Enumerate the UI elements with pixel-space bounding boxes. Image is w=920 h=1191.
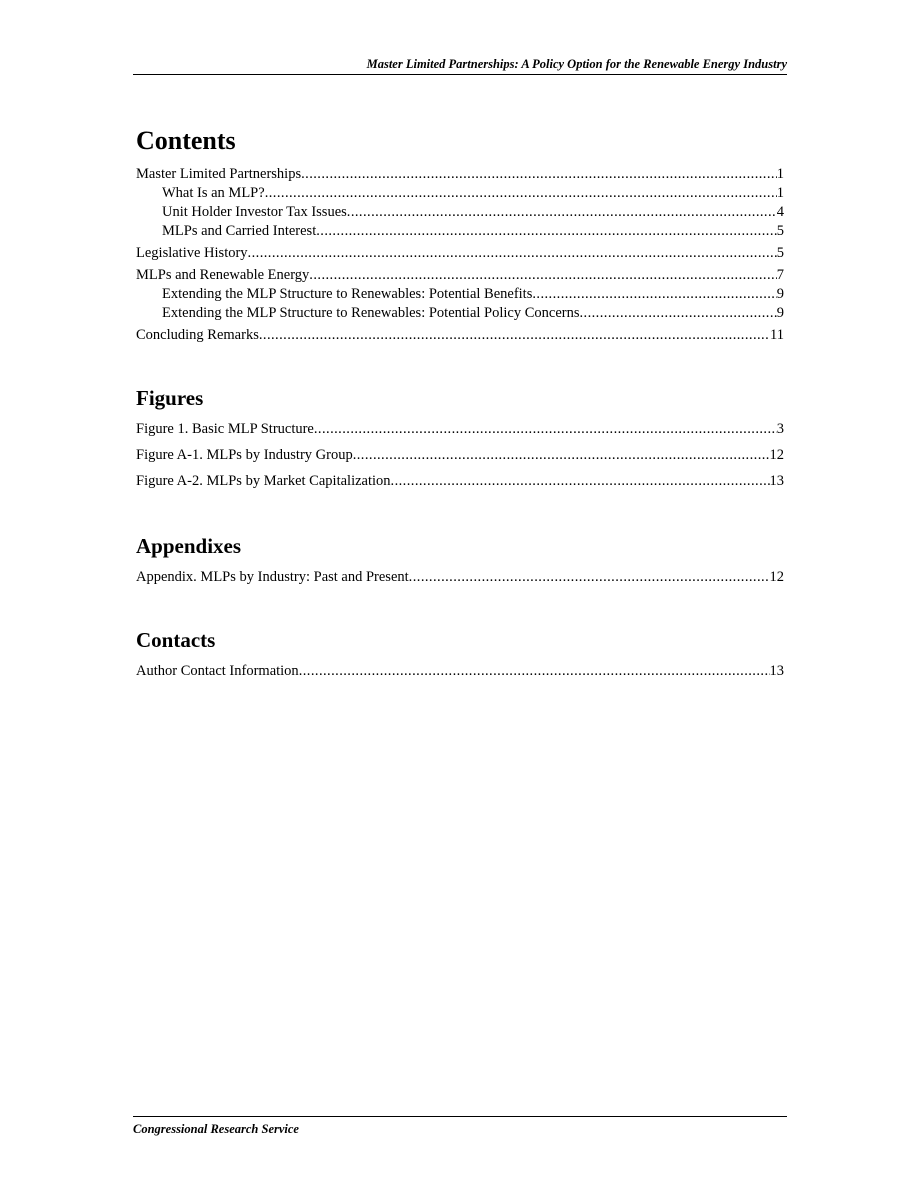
toc-entry-label: What Is an MLP? (162, 185, 265, 201)
toc-entry-page: 9 (776, 305, 784, 321)
toc-entry-label: Figure A-2. MLPs by Market Capitalization (136, 473, 391, 489)
dot-leader (347, 203, 777, 221)
toc-entry-label: Figure A-1. MLPs by Industry Group (136, 447, 353, 463)
figures-heading: Figures (136, 386, 204, 410)
toc-entry-label: Unit Holder Investor Tax Issues (162, 204, 347, 220)
figures-section (136, 384, 784, 490)
figures-list (136, 420, 784, 490)
toc-entry-page: 4 (776, 204, 784, 220)
toc-entry-page: 1 (776, 166, 784, 182)
toc-entry-page: 13 (769, 663, 784, 679)
toc-entry[interactable] (136, 184, 784, 202)
toc-entry[interactable] (136, 568, 784, 586)
toc-entry[interactable] (136, 203, 784, 221)
contacts-section (136, 626, 784, 680)
toc-entry[interactable] (136, 304, 784, 322)
toc-entry-page: 13 (769, 473, 784, 489)
dot-leader (532, 285, 776, 303)
toc-entry-page: 3 (776, 421, 784, 437)
toc-entry-page: 12 (769, 447, 784, 463)
table-of-contents (136, 121, 784, 680)
toc-entry-label: Legislative History (136, 245, 248, 261)
toc-entry[interactable] (136, 446, 784, 464)
toc-entry[interactable] (136, 222, 784, 240)
toc-entry-label: Appendix. MLPs by Industry: Past and Present (136, 569, 409, 585)
dot-leader (314, 420, 777, 438)
toc-entry-label: Author Contact Information (136, 663, 299, 679)
toc-entry-page: 9 (776, 286, 784, 302)
dot-leader (265, 184, 777, 202)
toc-entry-label: Extending the MLP Structure to Renewables: Potential Benefits (162, 286, 533, 302)
toc-entry-label: MLPs and Carried Interest (162, 223, 317, 239)
appendixes-list (136, 568, 784, 586)
toc-entry-page: 11 (770, 327, 784, 343)
appendixes-section (136, 532, 784, 586)
dot-leader (259, 326, 770, 344)
toc-entry-label: Concluding Remarks (136, 327, 259, 343)
toc-entry-page: 7 (776, 267, 784, 283)
toc-entry-label: MLPs and Renewable Energy (136, 267, 310, 283)
dot-leader (579, 304, 776, 322)
dot-leader (309, 266, 776, 284)
toc-entry-page: 5 (776, 223, 784, 239)
toc-entry[interactable] (136, 326, 784, 344)
dot-leader (409, 568, 770, 586)
contents-list (136, 165, 784, 344)
toc-entry[interactable] (136, 420, 784, 438)
toc-entry[interactable] (136, 472, 784, 490)
toc-entry[interactable] (136, 165, 784, 183)
toc-entry-page: 1 (776, 185, 784, 201)
contents-heading: Contents (136, 126, 236, 155)
dot-leader (391, 472, 770, 490)
dot-leader (248, 244, 777, 262)
toc-entry-label: Figure 1. Basic MLP Structure (136, 421, 314, 437)
running-header: Master Limited Partnerships: A Policy Option for the Renewable Energy Industry (133, 56, 787, 75)
contacts-list (136, 662, 784, 680)
contents-section (136, 121, 784, 344)
dot-leader (316, 222, 777, 240)
appendixes-heading: Appendixes (136, 534, 242, 558)
toc-entry[interactable] (136, 285, 784, 303)
dot-leader (353, 446, 770, 464)
contacts-heading: Contacts (136, 628, 216, 652)
toc-entry-label: Master Limited Partnerships (136, 166, 302, 182)
dot-leader (299, 662, 770, 680)
toc-entry-label: Extending the MLP Structure to Renewables: Potential Policy Concerns (162, 305, 580, 321)
toc-entry-page: 5 (776, 245, 784, 261)
toc-entry[interactable] (136, 266, 784, 284)
toc-entry[interactable] (136, 662, 784, 680)
dot-leader (301, 165, 777, 183)
toc-entry[interactable] (136, 244, 784, 262)
toc-entry-page: 12 (769, 569, 784, 585)
running-footer: Congressional Research Service (133, 1116, 787, 1137)
